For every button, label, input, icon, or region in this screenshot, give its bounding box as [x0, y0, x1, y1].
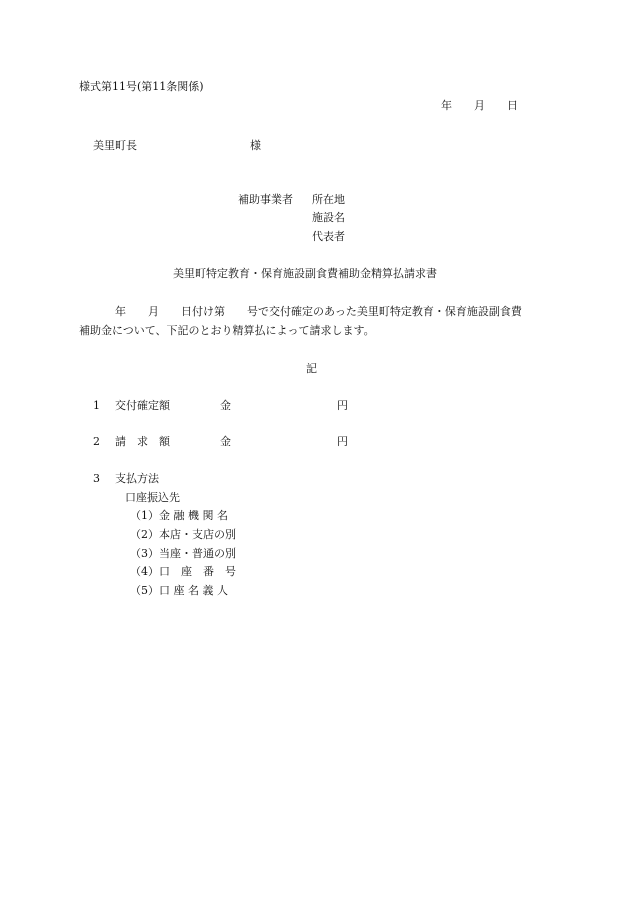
document-title: 美里町特定教育・保育施設副食費補助金精算払請求書 [173, 267, 437, 280]
address-label: 所在地 [312, 193, 345, 206]
item-1-kin: 金 [220, 399, 231, 412]
item-2-label: 請 求 額 [115, 435, 170, 448]
payment-detail-4: （4）口 座 番 号 [130, 565, 236, 578]
payment-detail-2: （2）本店・支店の別 [130, 528, 236, 541]
facility-label: 施設名 [312, 211, 345, 224]
payment-detail-3: （3）当座・普通の別 [130, 547, 236, 560]
date-line: 年 月 日 [441, 99, 518, 112]
form-number: 様式第11号(第11条関係) [79, 80, 204, 93]
addressee-name: 美里町長 [93, 139, 137, 152]
item-1-yen: 円 [337, 399, 348, 412]
payment-number: 3 [93, 472, 100, 485]
item-2-number: 2 [93, 435, 100, 448]
item-2-kin: 金 [220, 435, 231, 448]
addressee-honorific: 様 [250, 139, 261, 152]
item-1-number: 1 [93, 399, 100, 412]
applicant-role: 補助事業者 [238, 193, 293, 206]
item-2-yen: 円 [337, 435, 348, 448]
ki-heading: 記 [306, 362, 317, 375]
body-line-2: 補助金について、下記のとおり精算払によって請求します。 [79, 324, 375, 337]
payment-detail-5: （5）口 座 名 義 人 [130, 584, 228, 597]
payment-method: 口座振込先 [125, 491, 180, 504]
representative-label: 代表者 [312, 230, 345, 243]
item-1-label: 交付確定額 [115, 399, 170, 412]
payment-label: 支払方法 [115, 472, 159, 485]
body-line-1: 年 月 日付け第 号で交付確定のあった美里町特定教育・保育施設副食費 [115, 305, 522, 318]
payment-detail-1: （1）金 融 機 関 名 [130, 509, 228, 522]
